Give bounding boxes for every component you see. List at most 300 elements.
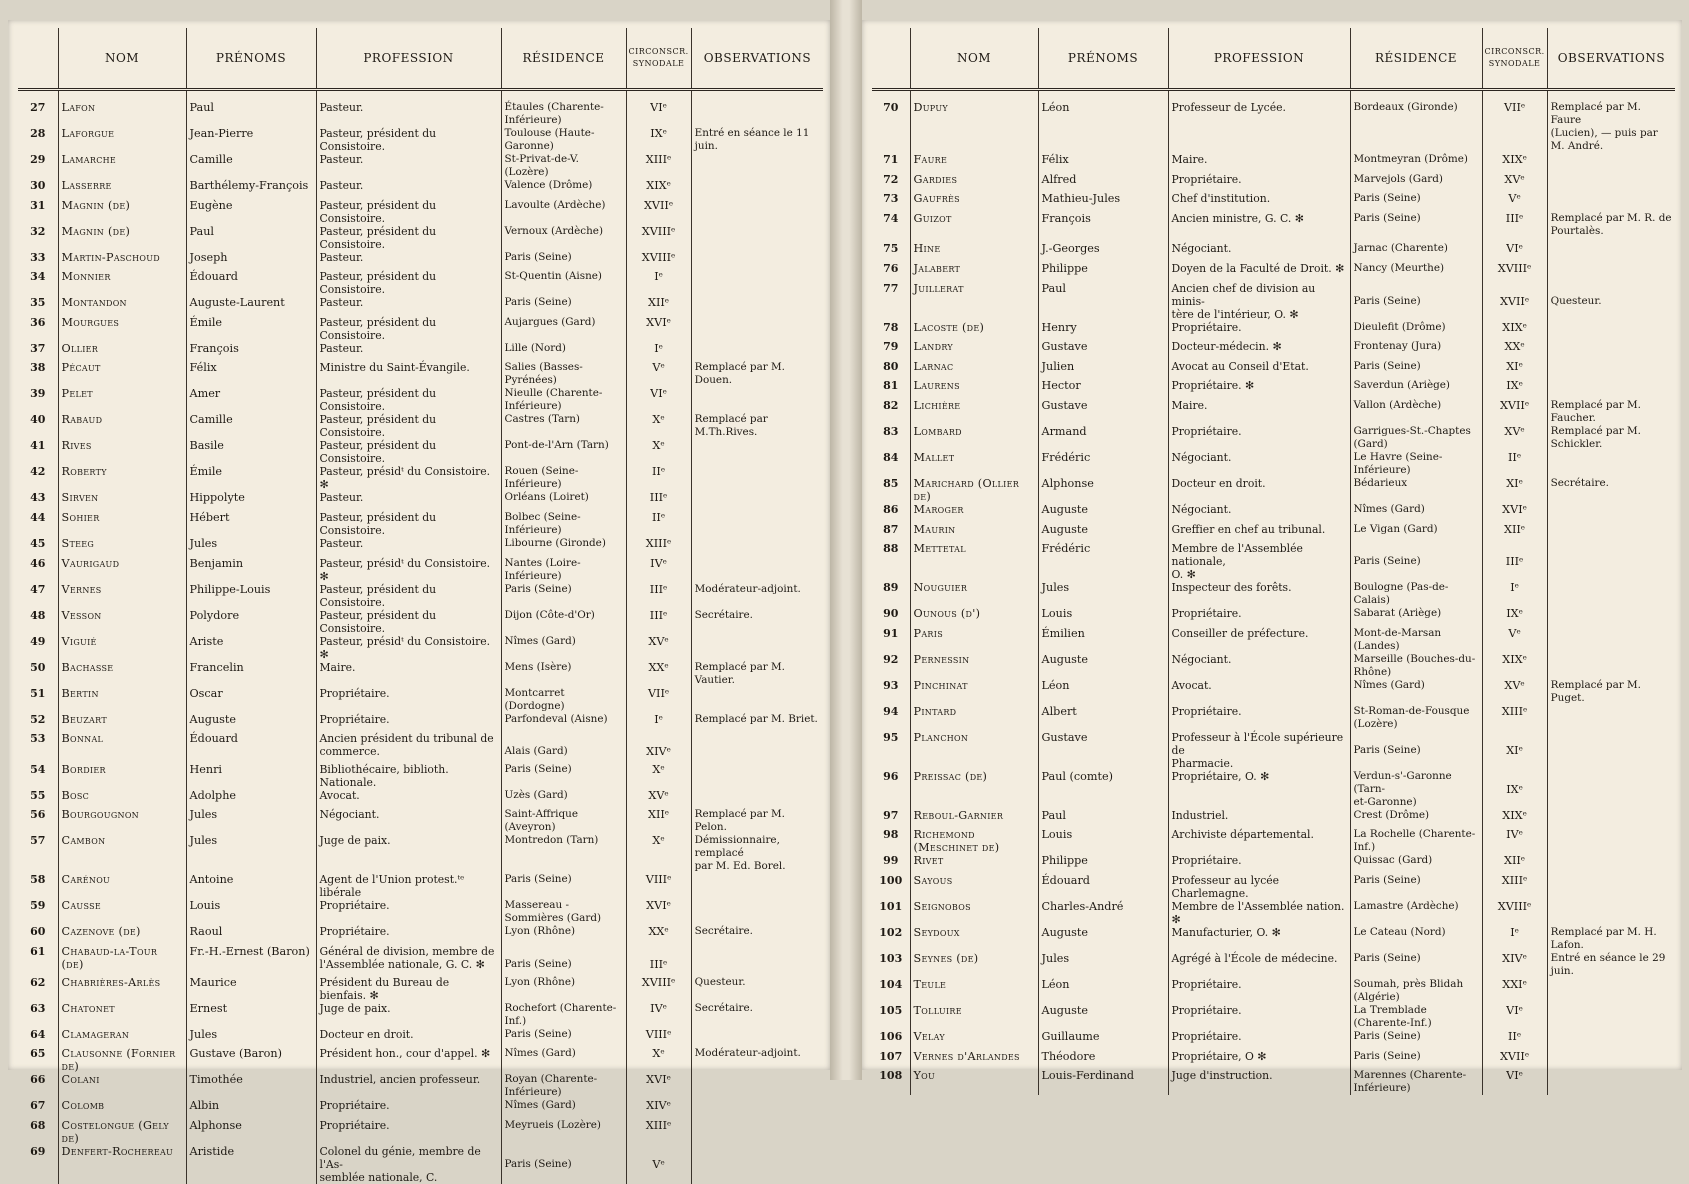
- table-row: [18, 361, 823, 387]
- member-observations: [1547, 731, 1675, 770]
- table-row: [872, 523, 1675, 543]
- member-table-left: [18, 28, 823, 1184]
- member-observations: [691, 153, 823, 179]
- table-row: [18, 687, 823, 713]
- row-number: 62: [30, 975, 46, 989]
- table-row: [872, 173, 1675, 193]
- member-name: Paris: [910, 627, 1038, 653]
- member-name: Marichard (Ollier de): [910, 477, 1038, 503]
- member-profession: Pasteur.: [316, 179, 501, 199]
- member-residence: Paris (Seine): [501, 251, 626, 271]
- member-circonscription: XVIIIᵉ: [626, 251, 691, 271]
- member-first-names: Ariste: [186, 635, 316, 661]
- member-profession: Membre de l'Assemblée nation. ✻: [1168, 900, 1350, 926]
- member-residence: Alais (Gard): [501, 732, 626, 763]
- table-row: [872, 1004, 1675, 1030]
- member-observations: [691, 1099, 823, 1119]
- member-first-names: Philippe-Louis: [186, 583, 316, 609]
- member-residence: Montcarret (Dordogne): [501, 687, 626, 713]
- row-number: 71: [883, 153, 899, 166]
- row-number: 66: [30, 1073, 46, 1087]
- member-name: Clausonne (Fornier de): [58, 1047, 186, 1073]
- member-profession: Général de division, membre de l'Assemblée nationale, G. C. ✻: [316, 945, 501, 976]
- member-observations: Modérateur-adjoint.: [691, 583, 823, 609]
- member-profession: Archiviste départemental.: [1168, 828, 1350, 854]
- member-name: Clamageran: [58, 1028, 186, 1048]
- member-residence: Quissac (Gard): [1350, 854, 1482, 874]
- member-profession: Docteur en droit.: [316, 1028, 501, 1048]
- table-row: [18, 1073, 823, 1099]
- member-residence: Saint-Affrique (Aveyron): [501, 808, 626, 834]
- row-number: 93: [883, 678, 899, 692]
- member-name: Steeg: [58, 537, 186, 557]
- member-circonscription: XIXᵉ: [1482, 153, 1547, 173]
- table-row: [872, 900, 1675, 926]
- member-observations: Modérateur-adjoint.: [691, 1047, 823, 1073]
- row-number: 108: [879, 1069, 903, 1083]
- row-number: 82: [883, 398, 899, 412]
- table-row: [18, 413, 823, 439]
- row-number: 34: [30, 270, 46, 284]
- member-name: Teule: [910, 978, 1038, 1004]
- page-gutter: [830, 0, 862, 1080]
- row-number: 106: [879, 1029, 903, 1043]
- member-observations: [1547, 262, 1675, 282]
- row-number: 35: [30, 296, 46, 310]
- member-residence: Dijon (Côte-d'Or): [501, 609, 626, 635]
- member-residence: Sabarat (Ariège): [1350, 607, 1482, 627]
- member-name: Jalabert: [910, 262, 1038, 282]
- member-observations: Remplacé par M. Puget.: [1547, 679, 1675, 705]
- member-circonscription: XVᵉ: [1482, 425, 1547, 451]
- row-number: 73: [883, 192, 899, 206]
- member-first-names: Édouard: [186, 270, 316, 296]
- member-residence: Salies (Basses-Pyrénées): [501, 361, 626, 387]
- row-number: 39: [30, 387, 46, 401]
- member-first-names: Alphonse: [1038, 477, 1168, 503]
- member-profession: Chef d'institution.: [1168, 192, 1350, 212]
- member-profession: Avocat.: [1168, 679, 1350, 705]
- row-number: 31: [30, 198, 46, 212]
- table-row: [18, 1119, 823, 1145]
- member-residence: Rochefort (Charente-Inf.): [501, 1002, 626, 1028]
- member-name: Rivet: [910, 854, 1038, 874]
- row-number: 44: [30, 510, 46, 524]
- member-first-names: Hector: [1038, 379, 1168, 399]
- member-name: Ollier: [58, 342, 186, 362]
- row-number: 86: [883, 502, 899, 516]
- member-circonscription: Iᵉ: [1482, 581, 1547, 607]
- member-name: Chabrières-Arlès: [58, 976, 186, 1002]
- member-profession: Ancien président du tribunal de commerce.: [316, 732, 501, 763]
- member-first-names: J.-Georges: [1038, 242, 1168, 262]
- member-name: Preissac (de): [910, 770, 1038, 809]
- member-first-names: Barthélemy-François: [186, 179, 316, 199]
- member-observations: Questeur.: [1547, 282, 1675, 321]
- member-observations: [1547, 321, 1675, 341]
- row-number: 58: [30, 873, 46, 887]
- member-observations: Remplacé par M. Faure (Lucien), — puis par M. André.: [1547, 101, 1675, 153]
- member-name: Bosc: [58, 789, 186, 809]
- member-observations: [1547, 809, 1675, 829]
- member-profession: Propriétaire.: [1168, 321, 1350, 341]
- member-name: Bertin: [58, 687, 186, 713]
- row-number: 76: [883, 261, 899, 275]
- member-circonscription: XVIIᵉ: [626, 199, 691, 225]
- member-name: Reboul-Garnier: [910, 809, 1038, 829]
- row-number: 70: [883, 101, 899, 114]
- member-observations: [1547, 360, 1675, 380]
- member-observations: [691, 511, 823, 537]
- row-number: 74: [883, 211, 899, 225]
- member-first-names: Amer: [186, 387, 316, 413]
- member-residence: Bordeaux (Gironde): [1350, 101, 1482, 153]
- profession-header: PROFESSION: [1168, 28, 1350, 90]
- member-profession: Membre de l'Assemblée nationale, O. ✻: [1168, 542, 1350, 581]
- member-name: Sayous: [910, 874, 1038, 900]
- member-residence: Nîmes (Gard): [501, 1047, 626, 1073]
- member-observations: [1547, 607, 1675, 627]
- member-observations: [1547, 770, 1675, 809]
- member-observations: [1547, 627, 1675, 653]
- member-name: Vernes: [58, 583, 186, 609]
- table-row: [18, 225, 823, 251]
- member-circonscription: Vᵉ: [1482, 192, 1547, 212]
- member-first-names: Aristide: [186, 1145, 316, 1184]
- member-circonscription: IVᵉ: [1482, 828, 1547, 854]
- member-residence: Lyon (Rhône): [501, 925, 626, 945]
- member-circonscription: XIIᵉ: [1482, 854, 1547, 874]
- member-profession: Propriétaire.: [1168, 705, 1350, 731]
- row-number: 98: [883, 828, 899, 842]
- row-number: 105: [879, 1003, 903, 1017]
- member-observations: Remplacé par M.Th.Rives.: [691, 413, 823, 439]
- member-circonscription: IIIᵉ: [626, 491, 691, 511]
- member-profession: Président hon., cour d'appel. ✻: [316, 1047, 501, 1073]
- member-first-names: Benjamin: [186, 557, 316, 583]
- member-observations: Entré en séance le 11 juin.: [691, 127, 823, 153]
- member-profession: Ministre du Saint-Évangile.: [316, 361, 501, 387]
- member-residence: La Rochelle (Charente-Inf.): [1350, 828, 1482, 854]
- member-observations: [691, 101, 823, 127]
- table-row: [872, 242, 1675, 262]
- member-name: Sohier: [58, 511, 186, 537]
- member-profession: Négociant.: [1168, 503, 1350, 523]
- member-residence: La Tremblade (Charente-Inf.): [1350, 1004, 1482, 1030]
- member-residence: Nantes (Loire-Inférieure): [501, 557, 626, 583]
- member-observations: Remplacé par M. Faucher.: [1547, 399, 1675, 425]
- member-first-names: Émile: [186, 316, 316, 342]
- member-observations: [691, 199, 823, 225]
- table-row: [872, 978, 1675, 1004]
- member-residence: Paris (Seine): [1350, 282, 1482, 321]
- row-number: 32: [30, 224, 46, 238]
- member-observations: Secrétaire.: [691, 1002, 823, 1028]
- member-circonscription: XVIIᵉ: [1482, 399, 1547, 425]
- member-circonscription: XVIᵉ: [626, 1073, 691, 1099]
- member-circonscription: Vᵉ: [626, 1145, 691, 1184]
- member-first-names: Henry: [1038, 321, 1168, 341]
- member-circonscription: XVᵉ: [1482, 173, 1547, 193]
- member-first-names: Auguste: [186, 713, 316, 733]
- member-first-names: Félix: [186, 361, 316, 387]
- member-observations: [691, 251, 823, 271]
- member-name: Larnac: [910, 360, 1038, 380]
- member-observations: Remplacé par M. Vautier.: [691, 661, 823, 687]
- member-name: Maroger: [910, 503, 1038, 523]
- row-number: 42: [30, 465, 46, 479]
- member-observations: [1547, 242, 1675, 262]
- table-row: [18, 1099, 823, 1119]
- row-number: 43: [30, 491, 46, 505]
- member-profession: Propriétaire.: [316, 925, 501, 945]
- table-row: [18, 251, 823, 271]
- member-circonscription: XIVᵉ: [1482, 952, 1547, 978]
- member-profession: Propriétaire. ✻: [1168, 379, 1350, 399]
- member-observations: [1547, 173, 1675, 193]
- member-residence: Paris (Seine): [501, 1145, 626, 1184]
- row-number: 72: [883, 172, 899, 186]
- member-name: Planchon: [910, 731, 1038, 770]
- member-observations: [1547, 192, 1675, 212]
- member-profession: Pasteur, président du Consistoire.: [316, 270, 501, 296]
- member-observations: [691, 635, 823, 661]
- member-observations: Secrétaire.: [691, 925, 823, 945]
- member-profession: Pasteur.: [316, 101, 501, 127]
- member-first-names: Louis: [186, 899, 316, 925]
- member-residence: Montmeyran (Drôme): [1350, 153, 1482, 173]
- member-residence: Nîmes (Gard): [501, 635, 626, 661]
- table-row: [18, 1145, 823, 1184]
- member-observations: [691, 732, 823, 763]
- member-observations: [1547, 451, 1675, 477]
- row-number: 102: [879, 925, 903, 939]
- member-profession: Pasteur, présidᵗ du Consistoire. ✻: [316, 465, 501, 491]
- member-name: Bourgougnon: [58, 808, 186, 834]
- member-circonscription: VIIᵉ: [626, 687, 691, 713]
- member-profession: Pasteur, président du Consistoire.: [316, 387, 501, 413]
- row-number: 48: [30, 608, 46, 622]
- member-circonscription: XIIIᵉ: [1482, 705, 1547, 731]
- row-number: 41: [30, 439, 46, 453]
- member-residence: Dieulefit (Drôme): [1350, 321, 1482, 341]
- member-observations: [1547, 874, 1675, 900]
- table-row: [872, 192, 1675, 212]
- table-row: [18, 873, 823, 899]
- row-number: 84: [883, 450, 899, 464]
- member-residence: Frontenay (Jura): [1350, 340, 1482, 360]
- table-row: [872, 477, 1675, 503]
- member-residence: Paris (Seine): [501, 296, 626, 316]
- member-residence: Lille (Nord): [501, 342, 626, 362]
- member-circonscription: XVIIIᵉ: [626, 225, 691, 251]
- member-first-names: Camille: [186, 413, 316, 439]
- member-name: Guizot: [910, 212, 1038, 243]
- row-number: 68: [30, 1118, 46, 1132]
- member-observations: [1547, 340, 1675, 360]
- row-number: 33: [30, 250, 46, 264]
- member-profession: Propriétaire.: [316, 1099, 501, 1119]
- member-residence: Verdun-s'-Garonne (Tarn- et-Garonne): [1350, 770, 1482, 809]
- member-circonscription: Xᵉ: [626, 413, 691, 439]
- table-row: [18, 439, 823, 465]
- member-name: Mettetal: [910, 542, 1038, 581]
- table-row: [18, 465, 823, 491]
- member-observations: [1547, 900, 1675, 926]
- table-row: [18, 925, 823, 945]
- member-residence: Crest (Drôme): [1350, 809, 1482, 829]
- member-profession: Inspecteur des forêts.: [1168, 581, 1350, 607]
- member-observations: [691, 491, 823, 511]
- table-row: [18, 537, 823, 557]
- member-residence: Étaules (Charente-Inférieure): [501, 101, 626, 127]
- member-profession: Propriétaire.: [1168, 425, 1350, 451]
- member-observations: Démissionnaire, remplacé par M. Ed. Borel.: [691, 834, 823, 873]
- row-number: 81: [883, 379, 899, 393]
- member-residence: Saverdun (Ariège): [1350, 379, 1482, 399]
- member-profession: Ancien ministre, G. C. ✻: [1168, 212, 1350, 243]
- member-observations: [691, 387, 823, 413]
- member-first-names: Louis: [1038, 607, 1168, 627]
- row-number: 29: [30, 153, 46, 166]
- member-name: Costelongue (Gely de): [58, 1119, 186, 1145]
- member-name: Colani: [58, 1073, 186, 1099]
- member-circonscription: XIIIᵉ: [1482, 874, 1547, 900]
- member-first-names: Alphonse: [186, 1119, 316, 1145]
- table-row: [872, 321, 1675, 341]
- nom-header: NOM: [910, 28, 1038, 90]
- table-row: [18, 808, 823, 834]
- table-row: [18, 101, 823, 127]
- member-circonscription: XIᵉ: [1482, 360, 1547, 380]
- member-circonscription: XXIᵉ: [1482, 978, 1547, 1004]
- member-residence: Marseille (Bouches-du-Rhône): [1350, 653, 1482, 679]
- member-name: Lichière: [910, 399, 1038, 425]
- member-circonscription: IIᵉ: [1482, 451, 1547, 477]
- table-header-row: [872, 28, 1675, 90]
- member-circonscription: XIIᵉ: [626, 296, 691, 316]
- member-residence: Nîmes (Gard): [501, 1099, 626, 1119]
- member-first-names: Léon: [1038, 679, 1168, 705]
- member-residence: Orléans (Loiret): [501, 491, 626, 511]
- observations-header: OBSERVATIONS: [1547, 28, 1675, 90]
- member-first-names: Guillaume: [1038, 1030, 1168, 1050]
- member-residence: Boulogne (Pas-de-Calais): [1350, 581, 1482, 607]
- member-first-names: Léon: [1038, 978, 1168, 1004]
- member-residence: Uzès (Gard): [501, 789, 626, 809]
- row-number: 87: [883, 522, 899, 536]
- member-name: Vernes d'Arlandes: [910, 1050, 1038, 1070]
- residence-header: RÉSIDENCE: [1350, 28, 1482, 90]
- member-name: Magnin (de): [58, 225, 186, 251]
- table-row: [18, 491, 823, 511]
- member-circonscription: Vᵉ: [1482, 627, 1547, 653]
- table-row: [872, 262, 1675, 282]
- member-residence: Paris (Seine): [501, 583, 626, 609]
- table-row: [18, 1028, 823, 1048]
- member-residence: Paris (Seine): [1350, 212, 1482, 243]
- row-number: 95: [883, 730, 899, 744]
- member-name: Gardies: [910, 173, 1038, 193]
- member-name: Beuzart: [58, 713, 186, 733]
- row-number: 103: [879, 951, 903, 965]
- member-profession: Propriétaire.: [1168, 1030, 1350, 1050]
- member-name: Laurens: [910, 379, 1038, 399]
- member-circonscription: XIXᵉ: [1482, 321, 1547, 341]
- member-name: You: [910, 1069, 1038, 1095]
- member-rows-right: [872, 90, 1675, 1096]
- member-residence: Lyon (Rhône): [501, 976, 626, 1002]
- member-first-names: Albin: [186, 1099, 316, 1119]
- member-first-names: Louis: [1038, 828, 1168, 854]
- table-row: [18, 296, 823, 316]
- member-observations: [1547, 379, 1675, 399]
- table-row: [872, 379, 1675, 399]
- member-residence: Nîmes (Gard): [1350, 679, 1482, 705]
- member-profession: Maire.: [1168, 153, 1350, 173]
- member-profession: Pasteur.: [316, 491, 501, 511]
- member-profession: Propriétaire.: [1168, 1004, 1350, 1030]
- table-header-row: [18, 28, 823, 90]
- member-profession: Industriel.: [1168, 809, 1350, 829]
- member-circonscription: XIVᵉ: [626, 732, 691, 763]
- member-observations: [691, 316, 823, 342]
- table-row: [18, 316, 823, 342]
- member-residence: St-Privat-de-V. (Lozère): [501, 153, 626, 179]
- member-observations: [691, 1073, 823, 1099]
- table-row: [872, 731, 1675, 770]
- member-circonscription: XIᵉ: [1482, 731, 1547, 770]
- member-observations: [691, 1028, 823, 1048]
- member-circonscription: IIᵉ: [1482, 1030, 1547, 1050]
- member-first-names: Louis-Ferdinand: [1038, 1069, 1168, 1095]
- member-circonscription: XVIIIᵉ: [1482, 262, 1547, 282]
- member-name: Pinchinat: [910, 679, 1038, 705]
- member-residence: Royan (Charente-Inférieure): [501, 1073, 626, 1099]
- member-circonscription: XVᵉ: [1482, 679, 1547, 705]
- row-number: 30: [30, 179, 46, 192]
- member-profession: Propriétaire.: [1168, 607, 1350, 627]
- member-observations: Remplacé par M. Briet.: [691, 713, 823, 733]
- member-profession: Propriétaire.: [316, 899, 501, 925]
- member-residence: Paris (Seine): [1350, 1030, 1482, 1050]
- row-number: 97: [883, 808, 899, 822]
- row-number: 60: [30, 925, 46, 939]
- member-observations: [691, 465, 823, 491]
- row-number: 67: [30, 1099, 46, 1113]
- member-first-names: Fr.-H.-Ernest (Baron): [186, 945, 316, 976]
- member-circonscription: XXᵉ: [626, 661, 691, 687]
- member-circonscription: XIIIᵉ: [626, 537, 691, 557]
- row-number: 85: [883, 476, 899, 490]
- member-profession: Pasteur, président du Consistoire.: [316, 511, 501, 537]
- member-residence: Nancy (Meurthe): [1350, 262, 1482, 282]
- member-circonscription: XVIIIᵉ: [626, 976, 691, 1002]
- member-profession: Négociant.: [1168, 653, 1350, 679]
- table-row: [18, 511, 823, 537]
- member-profession: Professeur de Lycée.: [1168, 101, 1350, 153]
- member-name: Bonnal: [58, 732, 186, 763]
- row-number: 61: [30, 944, 46, 958]
- row-number: 56: [30, 808, 46, 822]
- member-circonscription: XIXᵉ: [1482, 653, 1547, 679]
- member-profession: Avocat.: [316, 789, 501, 809]
- member-first-names: Auguste: [1038, 926, 1168, 952]
- member-name: Chabaud-la-Tour (de): [58, 945, 186, 976]
- right-page: [862, 20, 1682, 1095]
- member-first-names: Jules: [186, 537, 316, 557]
- row-number: 100: [879, 873, 903, 887]
